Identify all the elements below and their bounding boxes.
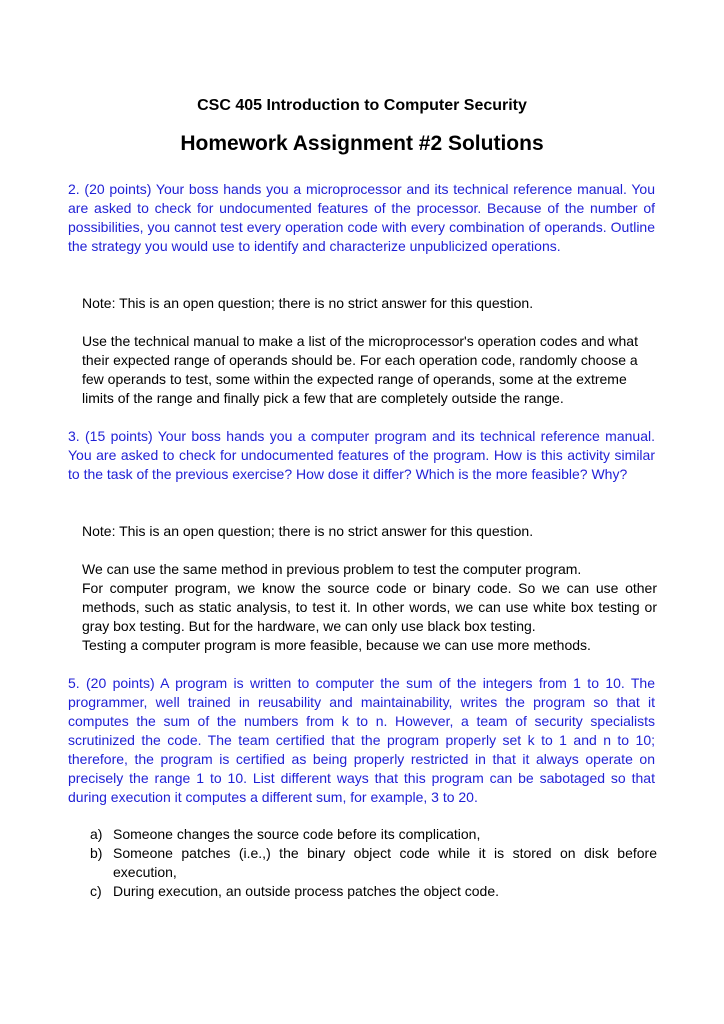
question-3-answer-line: For computer program, we know the source code or binary code. So we can use other methods, such as static analysis, to test it. In other words, we can use white box testing or gray box testing. But for the hardware, we can only use black box testing.: [82, 580, 657, 634]
list-item: [90, 825, 657, 844]
list-item-marker: c): [90, 883, 102, 899]
question-3-answer-line: We can use the same method in previous problem to test the computer program.: [82, 561, 582, 577]
list-item: [90, 844, 657, 882]
list-item: [90, 882, 657, 901]
question-2-note: Note: This is an open question; there is no strict answer for this question.: [82, 295, 534, 311]
question-3-answer-line: Testing a computer program is more feasible, because we can use more methods.: [82, 637, 591, 653]
question-3-prompt: 3. (15 points) Your boss hands you a computer program and its technical reference manual. You are asked to check for undocumented features of the program. How is this activity similar to the task of the previous exercise? How dose it differ? Which is the more feasible? Why?: [68, 428, 655, 482]
question-2-prompt: 2. (20 points) Your boss hands you a microprocessor and its technical reference manual. You are asked to check for undocumented features of the processor. Because of the number of possibilities, you cannot test every operation code with every combination of operands. Outline the strategy you would use to identify and characterize unpublicized operations.: [68, 181, 655, 254]
question-3-note: Note: This is an open question; there is no strict answer for this question.: [82, 523, 534, 539]
list-item-marker: a): [90, 826, 103, 842]
list-item-marker: b): [90, 845, 103, 861]
question-5-answer-list: [90, 825, 657, 901]
question-3-answer: [82, 560, 657, 655]
question-5-prompt: 5. (20 points) A program is written to computer the sum of the integers from 1 to 10. The programmer, well trained in reusability and maintainability, writes the program so that it computes the sum of the numbers from k to n. However, a team of security specialists scrutinized the code. The team certified that the program properly set k to 1 and n to 10; therefore, the program is certified as being properly restricted in that it always operate on precisely the range 1 to 10. List different ways that this program can be sabotaged so that during execution it computes a different sum, for example, 3 to 20.: [68, 675, 655, 805]
list-item-text: Someone changes the source code before its complication,: [113, 826, 481, 842]
course-title: CSC 405 Introduction to Computer Security: [197, 97, 527, 114]
list-item-text: During execution, an outside process patches the object code.: [113, 883, 500, 899]
list-item-text: Someone patches (i.e.,) the binary object code while it is stored on disk before execution,: [113, 845, 657, 880]
document-title: Homework Assignment #2 Solutions: [180, 132, 544, 155]
question-2-answer: Use the technical manual to make a list of the microprocessor's operation codes and what their expected range of operands should be. For each operation code, randomly choose a few operands to test, some within the expected range of operands, some at the extreme limits of the range and finally pick a few that are completely outside the range.: [82, 333, 638, 406]
